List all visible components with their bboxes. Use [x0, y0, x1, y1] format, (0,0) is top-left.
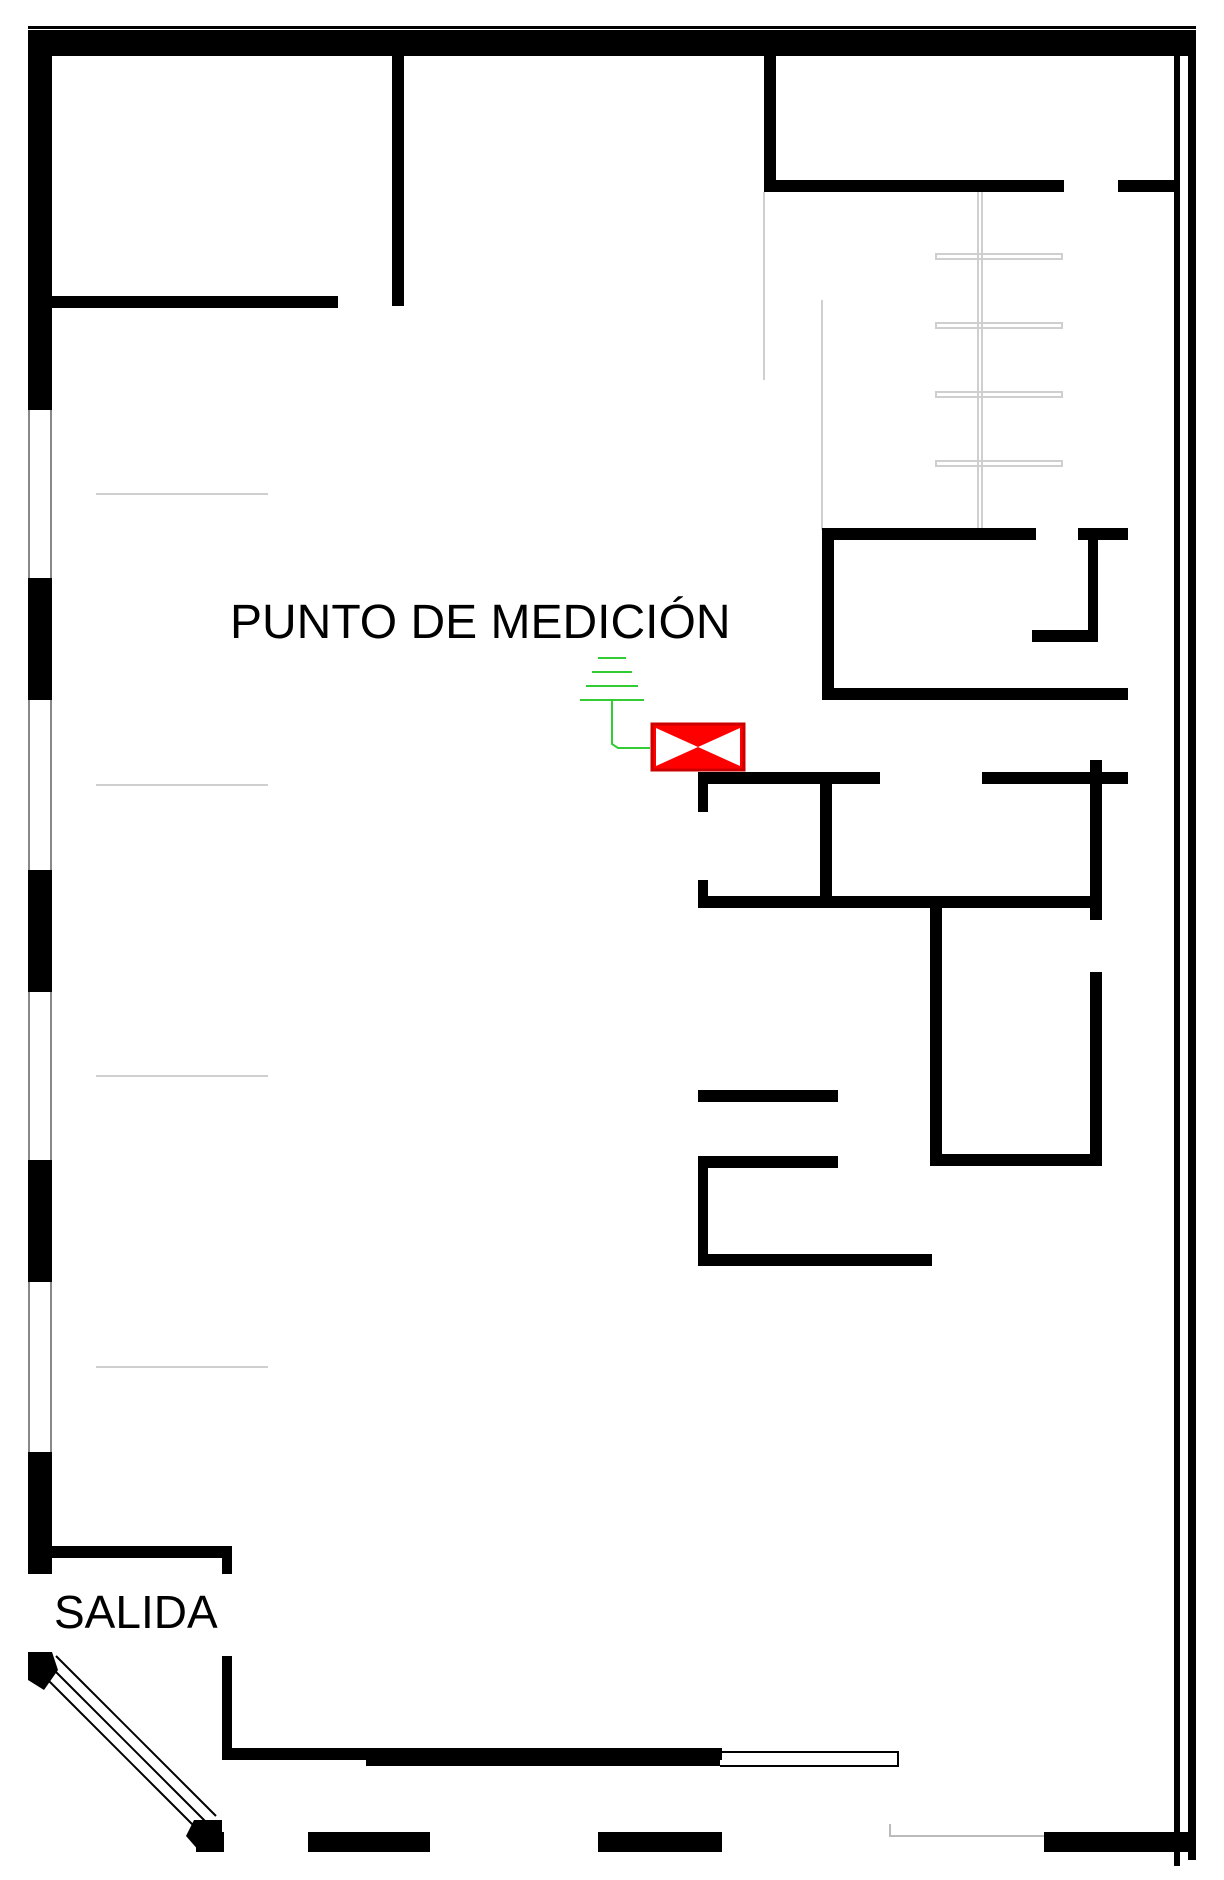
wall-bottom-seg-4	[1044, 1832, 1194, 1852]
wall-left-pier-4	[28, 1452, 52, 1574]
wall-c-low-bottom	[930, 1154, 1102, 1166]
shelf-4	[936, 461, 1062, 466]
wall-lm-mid	[698, 1156, 838, 1168]
wall-tl-vertical	[392, 56, 404, 306]
wall-tl-horizontal	[52, 296, 338, 308]
shelf-1	[936, 254, 1062, 259]
wall-bottom-seg-2	[308, 1832, 430, 1852]
wall-right-outer	[1188, 30, 1196, 1860]
exit-label: SALIDA	[54, 1586, 218, 1638]
wall-top-inner-line	[28, 26, 1196, 29]
wall-c-top-a	[698, 772, 880, 784]
room-top-right	[764, 56, 1174, 192]
wall-c-mid-v	[820, 784, 832, 898]
wall-c-low-right	[1090, 972, 1102, 1164]
wall-mr-top-b	[1078, 528, 1128, 540]
room-central	[698, 760, 1128, 1166]
wall-right-inner	[1174, 56, 1180, 1866]
exit-door-line-c	[56, 1656, 216, 1816]
wall-lm-bottom	[698, 1254, 932, 1266]
wall-tr-horizontal-a	[764, 180, 1064, 192]
exit-area	[52, 1546, 722, 1766]
wall-mr-inner-v	[1088, 540, 1098, 642]
wall-lm-top	[698, 1090, 838, 1102]
measurement-device-icon	[652, 724, 744, 770]
exit-door-line-a	[40, 1672, 200, 1832]
wall-left-pier-3	[28, 1160, 52, 1282]
wall-bottom-seg-3	[598, 1832, 722, 1852]
wall-c-left-a	[698, 772, 708, 812]
bottom-door-outline	[890, 1824, 1044, 1836]
wall-c-top-b	[982, 772, 1128, 784]
wall-left-pier-2	[28, 870, 52, 992]
wall-mr-top-a	[822, 528, 1036, 540]
shelf-2	[936, 323, 1062, 328]
sliding-door	[720, 1752, 898, 1766]
wall-exit-right	[222, 1656, 232, 1758]
wall-tr-horizontal-b	[1118, 180, 1174, 192]
exit-door-posts	[28, 1652, 222, 1852]
wall-c-right-v	[1090, 760, 1102, 920]
antenna-icon	[580, 658, 650, 748]
measurement-point-label: PUNTO DE MEDICIÓN	[230, 596, 731, 649]
shelf-3	[936, 392, 1062, 397]
wall-mr-bottom	[822, 688, 1128, 700]
antenna-lead	[612, 700, 650, 748]
guide-lines	[96, 192, 1062, 1367]
wall-exit-stub	[222, 1546, 232, 1574]
wall-left-top	[28, 30, 52, 410]
wall-exit-bottom-thick	[366, 1754, 720, 1766]
wall-c-bottom	[698, 896, 1090, 908]
wall-tr-vertical	[764, 56, 776, 192]
wall-mr-inner-h	[1032, 630, 1098, 642]
wall-c-low-left	[930, 908, 942, 1164]
wall-mr-left	[822, 528, 834, 700]
wall-exit-top	[52, 1546, 232, 1558]
wall-top	[28, 30, 1196, 56]
wall-lm-left	[698, 1156, 708, 1266]
room-lower-middle	[698, 1090, 932, 1266]
exit-door-line-b	[48, 1664, 208, 1824]
room-middle-right	[822, 528, 1128, 700]
wall-left-pier-1	[28, 578, 52, 700]
room-top-left	[52, 56, 404, 308]
doors	[40, 1656, 1044, 1836]
